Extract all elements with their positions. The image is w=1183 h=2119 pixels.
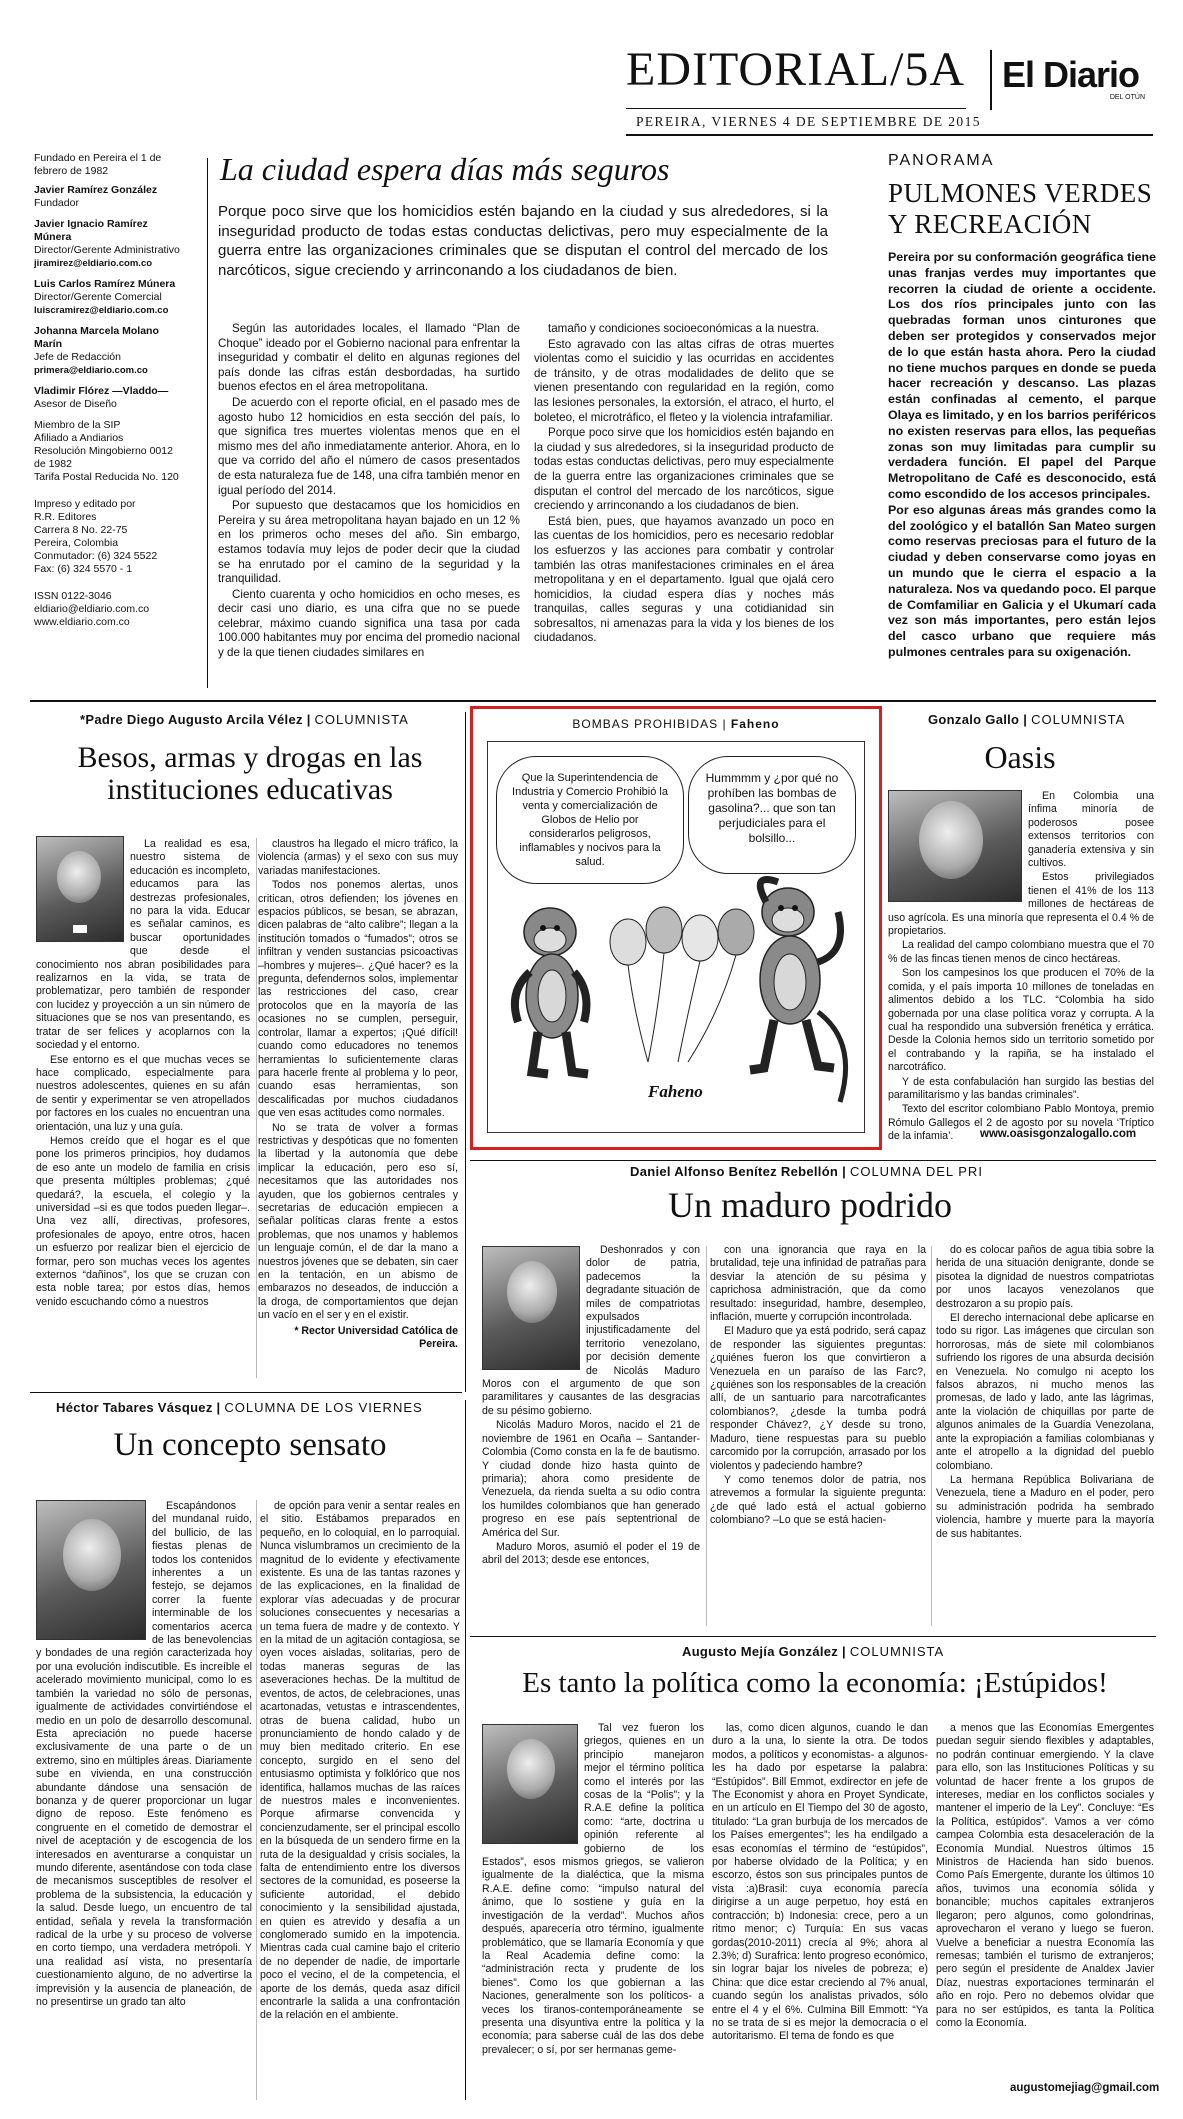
balloons-icon <box>610 907 754 1062</box>
paper-logo: El Diario DEL OTÚN <box>1002 54 1145 101</box>
estupidos-email: augustomejiag@gmail.com <box>1010 2082 1160 2094</box>
editorial-article <box>204 150 842 280</box>
rule <box>30 1392 462 1393</box>
staff-role: Director/Gerente Comercial <box>34 291 162 303</box>
cartoon-header: BOMBAS PROHIBIDAS | Faheno <box>572 717 780 731</box>
besos-column-2 <box>258 838 458 1351</box>
photo-spacer <box>482 1722 584 1846</box>
rule <box>256 838 257 1378</box>
rule <box>706 1246 707 1626</box>
paragraph: El Maduro que ya está podrido, será capaz de responder las siguientes preguntas: ¿quiénes fueron los que convirtieron a Venezuela en un paraíso de las Farc?, ¿quiénes son los responsables de la creación allí, de un santuario para narcotraficantes colombianos?, ¿desde la tumba podrá responder Chávez?, ¿Y desde su trono, Maduro, tiene respuestas para su pueblo carcomido por la corrupción, arrasado por los violentos y padeciendo hambre? <box>710 1325 926 1472</box>
staff-name: Johanna Marcela Molano Marín <box>34 325 159 350</box>
oasis-body <box>888 790 1154 1145</box>
photo-spacer <box>36 1500 152 1644</box>
headline-oasis: Oasis <box>984 739 1056 775</box>
staff-entry <box>34 385 184 411</box>
monkey-right-icon <box>750 880 846 1103</box>
logo-divider <box>990 50 992 110</box>
paragraph: Estos privilegiados tienen el 41% de los 113 millones de hectáreas de uso agrícola. Es una minoría que representa el 0.4 % de propietarios. <box>888 871 1154 938</box>
headline-besos: Besos, armas y drogas en las instituciones educativas <box>77 741 423 807</box>
paragraph: En Colombia una ínfima minoría de poderosos posee extensos territorios con ganadería extensiva y sin cultivos. <box>1028 790 1154 870</box>
paragraph: La hermana República Bolivariana de Venezuela, tiene a Maduro en el poder, pero su administración podrida ha sembrado violencia, hambre y muerte para la mayoría de sus habitantes. <box>936 1473 1154 1540</box>
paragraph: con una ignorancia que raya en la brutalidad, teje una infinidad de patrañas para desviar la atención de su pésima y caprichosa administración, que da como resultado: inseguridad, hambre, desempleo, inflación, muerte y corrupción incontrolada. <box>710 1244 926 1324</box>
rule <box>465 1400 466 2100</box>
concepto-column-2 <box>260 1500 460 2024</box>
paragraph: Y de esta confabulación han surgido las bestias del paramilitarismo y las bandas criminales”. <box>888 1075 1154 1101</box>
paragraph: Texto del escritor colombiano Pablo Montoya, premio Rómulo Gallegos el 2 de agosto por su novela ‘Tríptico de la infamia’. <box>888 1103 1154 1143</box>
concepto-column-1 <box>36 1500 252 2010</box>
paragraph: Tal vez fueron los griegos, quienes en un principio manejaron mejor el término política como el interés por las cosas de la “Polis”; y la R.A.E define la política como: “arte, doctrina u opinión referente al gobierno de los Estados”, esos mismos griegos, se valieron igualmente de la dialéctica, que la misma R.A.E. define como: “impulso natural del ánimo, que lo sostiene y guía en la investigación de la verdad”. Muchos años después, aparecería otro término, igualmente problemático, que se llamaría Economía y que la Real Academia define como: la “administración recta y prudente de los bienes”. Como los que gobiernan a las Naciones, generalmente son los políticos- a veces los tiranos-contemporáneamente se presenta una disyuntiva entre la política y la economía; para saberse cuál de las dos debe prevalecer; o sí, por ser hermanas geme- <box>482 1722 704 2056</box>
staff-entry <box>34 218 184 270</box>
oasis-website: www.oasisgonzalogallo.com <box>980 1128 1137 1140</box>
rule <box>30 700 1156 702</box>
maduro-column-3 <box>936 1244 1154 1542</box>
staff-box <box>34 152 184 629</box>
staff-role: Jefe de Redacción <box>34 351 121 363</box>
rule <box>931 1246 932 1626</box>
issn-text: ISSN 0122-3046 eldiario@eldiario.com.co www.eldiario.com.co <box>34 590 150 628</box>
headline-concepto: Un concepto sensato <box>113 1427 387 1463</box>
panorama-title: PULMONES VERDES Y RECREACIÓN <box>888 178 1153 239</box>
estupidos-column-2 <box>712 1722 928 2045</box>
byline-besos: *Padre Diego Augusto Arcila Vélez | COLUMNISTA <box>80 712 409 727</box>
dateline: PEREIRA, VIERNES 4 DE SEPTIEMBRE DE 2015 <box>636 114 981 129</box>
editorial-title: La ciudad espera días más seguros <box>220 151 670 187</box>
membership-text: Miembro de la SIP Afiliado a Andiarios Resolución Mingobierno 0012 de 1982 Tarifa Postal Reducida No. 120 <box>34 419 179 483</box>
cartoon-signature: Faheno <box>648 1082 703 1101</box>
staff-email: jiramirez@eldiario.com.co <box>34 258 153 269</box>
headline-maduro: Un maduro podrido <box>668 1185 952 1225</box>
estupidos-column-3 <box>936 1722 1154 2031</box>
paragraph: Por eso algunas áreas más grandes como la del zoológico y el batallón San Mateo surgen como reservas preciosas para el futuro de la ciudad y deben conservarse como joyas en un mundo que le cierra el espacio a la naturaleza. Nos va quedando poco. El parque de Comfamiliar en Galicia y el Ukumarí cada vez son más importantes, pero están lejos del casco urbano que requiere más pulmones centrales para su oxigenación. <box>888 502 1156 659</box>
byline-estupidos: Augusto Mejía González | COLUMNISTA <box>682 1644 945 1659</box>
panorama-body <box>884 250 1156 661</box>
rule <box>470 1636 1156 1637</box>
founded-text: Fundado en Pereira el 1 de febrero de 1982 <box>34 152 162 177</box>
photo-spacer <box>482 1244 586 1372</box>
paragraph: Pereira por su conformación geográfica tiene unas franjas verdes muy importantes que recorren la ciudad de oriente a occidente. Los dos ríos principales junto con las quebradas forman unos cinturones que deben ser protegidos y conservados mejor de lo que están hasta ahora. Pero la ciudad no tiene muchos parques en donde se pueda hacer recreación y descanso. Las plazas están confinadas al cemento, el parque Olaya es limitado, y en los barrios periféricos no existen reservas para ellos, las pequeñas zonas son muy limitadas para cumplir su verdadera función. El papel del Parque Metropolitano de Café es desconocido, está como escondido de los accesos principales. <box>888 250 1156 501</box>
paragraph: Por supuesto que destacamos que los homicidios en Pereira y su área metropolitana hayan bajado en un 12 % en los primeros ocho meses del año. Sin embargo, estamos todavía muy lejos de poder decir que la ciudad se ha enrutado por el camino de la seguridad y la tranquilidad. <box>218 499 520 586</box>
staff-list <box>34 184 184 411</box>
cartoon-frame <box>470 706 882 1150</box>
paragraph: claustros ha llegado el micro tráfico, la violencia (armas) y el sexo con sus muy variadas manifestaciones. <box>258 838 458 877</box>
staff-email: luiscramirez@eldiario.com.co <box>34 305 169 316</box>
speech-bubble-left: Que la Superintendencia de Industria y Comercio Prohibió la venta y comercialización de Globos de Helio por considerarlos peligrosos, inflamables y nocivos para la salud. <box>496 756 684 884</box>
paragraph: La realidad es esa, nuestro sistema de educación es incompleto, educamos para las destrezas profesionales, no para la vida. Educar es señalar caminos, es buscar oportunidades que desde el conocimiento nos abran posibilidades para realizarnos en la vida, se trata de problematizar, pero también de responder con lucidez y proyección a un sin número de situaciones que se nos van presentando, es tratar de ser felices y acoplarnos con la sociedad y el entorno. <box>36 838 250 1052</box>
paragraph: las, como dicen algunos, cuando le dan duro a la una, lo siente la otra. De todos modos, a políticos y economistas- a algunos- les ha dado por espetarse la palabra: “Estúpidos”. Bill Emmot, exdirector en jefe de The Economist y ahora en Proyet Syndicate, en un artículo en El Tiempo del 30 de agosto, titulado: “La gran burbuja de los mercados de los Países emergentes”; les ha endilgado a esas economías el término de “estúpidos”, por haberse olvidado de la Política; y en escorzo, éstos son sus principales puntos de vista :a)Brasil: cuya economía parecía dirigirse a un auge perpetuo, hoy está en contracción; b) Indonesia: crece, pero a un ritmo menor; c) Turquía: En sus vacas gordas(2010-2011) crecía al 9%; ahora al 2.3%; d) Surafrica: lento progreso económico, sin lograr bajar los niveles de pobreza; e) China: que dice estar creciendo al 7% anual, cuando según los analistas privados, sólo entre el 4 y el 6%. Culmina Bill Emmott: “Ya no se trata de si es mejor la democracia o el autoritarismo. El tema de fondo es que <box>712 1722 928 2043</box>
rule <box>465 712 466 1392</box>
panorama-kicker: PANORAMA <box>888 152 995 169</box>
paragraph: Deshonrados y con dolor de patria, padecemos la degradante situación de miles de compatriotas expulsados injustificadamente del territorio venezolano, por decisión demente de Nicolás Maduro Moros con el argumento de que son paramilitares y causantes de las desgracias de su pésimo gobierno. <box>482 1244 700 1417</box>
paragraph: Maduro Moros, asumió el poder el 19 de abril del 2013; desde ese entonces, <box>482 1540 700 1567</box>
staff-entry <box>34 278 184 317</box>
paragraph: tamaño y condiciones socioeconómicas a la nuestra. <box>548 322 820 335</box>
byline-oasis: Gonzalo Gallo | COLUMNISTA <box>928 712 1126 727</box>
besos-footer: * Rector Universidad Católica de Pereira. <box>294 1324 458 1351</box>
paragraph: Son los campesinos los que producen el 70% de la comida, y el país importa 10 millones de toneladas en alimentos debido a los TLC. “Colombia ha sido gobernada por una clase política voraz y corrupta. A la cual ha respondido una subversión frenética y errática. Desde la Colonia hemos sido un territorio sometido por el contrabando y la rapiña, se ha instalado el narcotráfico. <box>888 967 1154 1074</box>
editorial-column-2 <box>534 322 834 647</box>
staff-name: Javier Ignacio Ramírez Múnera <box>34 218 148 243</box>
staff-entry <box>34 325 184 377</box>
byline-maduro: Daniel Alfonso Benítez Rebellón | COLUMNA DEL PRI <box>630 1164 983 1179</box>
headline-estupidos: Es tanto la política como la economía: ¡Estúpidos! <box>522 1667 1108 1699</box>
paragraph: Ciento cuarenta y ocho homicidios en ocho meses, es decir casi uno diario, es una cifra que no se puede celebrar, máximo cuando significa una tasa por cada 100.000 habitantes muy por encima del promedio nacional y de la que tienen ciudades similares en <box>218 587 520 660</box>
paragraph: No se trata de volver a formas restrictivas y despóticas que no fomenten la libertad y la autonomía que debe implicar la educación, pero eso sí, necesitamos que las autoridades nos ayuden, que los gobiernos centrales y secretarias de educación empiecen a señalar políticas claras frente a estos problemas, que nos unamos y hablemos un lenguaje común, el de dar la mano a nuestros jóvenes que se debaten, sin caer en la tentación, en un abismo de embarazos no deseados, de inducción a la droga, de comportamientos que dejan un vacío en el ser y en el existir. <box>258 1121 458 1322</box>
staff-role: Fundador <box>34 197 79 209</box>
maduro-column-2 <box>710 1244 926 1529</box>
printing-text: Impreso y editado por R.R. Editores Carrera 8 No. 22-75 Pereira, Colombia Conmutador: (6) 324 5522 Fax: (6) 324 5570 - 1 <box>34 498 158 575</box>
editorial-lead: Porque poco sirve que los homicidios estén bajando en la ciudad y sus alrededores, si la inseguridad producto de todas estas conductas delictivas, pero muy especialmente de la guerra entre las organizaciones criminales que se disputan el control del mercado de los narcóticos, sigue creciendo y arrinconando a los ciudadanos de bien. <box>218 203 828 279</box>
paragraph: Nicolás Maduro Moros, nacido el 21 de noviembre de 1961 en Ocaña – Santander- Colombia (Como consta en la fe de bautismo. Y ciudad donde hizo hasta quinto de primaria); ahora como presidente de Venezuela, da rienda suelta a su odio contra los humildes colombianos que han generado progreso en ese país septentrional de América del Sur. <box>482 1419 700 1539</box>
paragraph: Está bien, pues, que hayamos avanzado un poco en las cuentas de los homicidios, pero es necesario redoblar los esfuerzos y las acciones para combatir y controlar también las otras manifestaciones criminales en el área metropolitana y en el departamento. Igual que ojalá cero homicidios, la ciudad espera días y noches más tranquilas, calles seguras y una cotidianidad sin sobresaltos, ni amenazas para la vida y los bienes de los ciudadanos. <box>534 514 834 645</box>
photo-spacer <box>888 790 1028 906</box>
paragraph: Escapándonos del mundanal ruido, del bullicio, de las fiestas plenas de todos los contenidos inherentes a un festejo, se dejamos correr la fuente interminable de los comentarios acerca de las benevolencias y bondades de una región caracterizada hoy por una evolución indiscutible. Es increíble el acelerado movimiento municipal, como lo es también la variedad no sólo de personas, igualmente de actividades convirtiéndose el medio en un polo de desarrollo descomunal. Esta apreciación no puede hacerse exclusivamente de una parte o de un extremo, sino en múltiples áreas. Diariamente sube en vivienda, en una construcción abundante dándose una sensación de bonanza y de querer proporcionar un lugar digno de reposo. Este fenómeno es congruente en el cometido de demostrar el nivel de aceptación y de escogencia de los interesados en aventurarse a conquistar un mundo diferente, asentándose con toda clase de mecanismos susceptibles de resolver el problema de la subsistencia, la educación y la salud. Desde luego, un encuentro de tal entidad, señala y revela la transformación radical de la urbe y su proceso de volverse en corto tiempo, una verdadera metrópoli. Y una realidad así vista, no presentaría cuestionamiento alguno, de no advertirse la imprevisión y la ausencia de planeación, de no presentirse un grado tan alto <box>36 1500 252 2009</box>
editorial-column-1 <box>218 322 520 662</box>
panorama-box <box>884 152 1156 661</box>
speech-bubble-right: Hummmm y ¿por qué no prohíben las bombas de gasolina?... que son tan perjudiciales para el bolsillo... <box>688 756 856 874</box>
section-title: EDITORIAL/5A <box>626 43 966 96</box>
estupidos-column-1 <box>482 1722 704 2058</box>
paragraph: Hemos creído que el hogar es el que pone los primeros principios, hoy dudamos de eso ante un modelo de familia en crisis que presenta múltiples problemas; ¿qué quedará?, la escuela, el colegio y la universidad –si es que todos pueden llegar–. Una vez allí, directivas, profesores, profesionales de apoyo, entre otros, hacen un esfuerzo por realizar bien el ejercicio de formar, pero son muchas veces los agentes externos “dañinos”, los que se cruzan con esta noble tarea; por estos días, hemos venido escuchando cómo a nuestros <box>36 1134 250 1308</box>
photo-spacer <box>36 838 130 948</box>
paragraph: Porque poco sirve que los homicidios estén bajando en la ciudad y sus alrededores, si la inseguridad producto de todas estas conductas delictivas, pero muy especialmente de la guerra entre las organizaciones criminales que se disputan el control del mercado de los narcóticos, sigue creciendo y arrinconando a los ciudadanos de bien. <box>534 426 834 513</box>
paragraph: do es colocar paños de agua tibia sobre la herida de una situación denigrante, donde se pisotea la dignidad de nuestros compatriotas por unos lacayos venezolanos que destrozaron a su propio país. <box>936 1244 1154 1310</box>
paragraph: Según las autoridades locales, el llamado “Plan de Choque” ideado por el Gobierno nacional para enfrentar la inseguridad y combatir el delito en algunas regiones del país donde las cifras están desbordadas, ha surtido buenos efectos en el área metropolitana. <box>218 322 520 394</box>
paragraph: a menos que las Economías Emergentes puedan seguir siendo flexibles y adaptables, no podrán continuar emergiendo. Y la clave para ello, son las Instituciones Políticas y su voluntad de hacer frente a los grupos de intereses, mediar en los conflictos sociales y mantener el imperio de la Ley”. Concluye: “Es la Política, estúpidos”. Vamos a ver cómo campea Colombia esta desaceleración de la Economía Mundial. Nuestros últimos 15 Ministros de Hacienda han sido buenos. Como País Emergente, durante los últimos 10 años, tuvimos una economía sólida y bonancible; muchos capitales extranjeros llegaron; pero algunos, como golondrinas, aprovecharon el verano y luego se fueron. Vuelve a beneficiar a nuestra Economía las remesas; también el turismo de extranjeros; pero según el presidente de Analdex Javier Díaz, nuestras exportaciones terminarán el año en rojo. Pero no debemos olvidar que para no ser estúpidos, es tanta la Política como la Economía. <box>936 1722 1154 2029</box>
staff-email: primera@eldiario.com.co <box>34 365 148 376</box>
masthead <box>30 30 1153 140</box>
staff-name: Javier Ramírez González <box>34 184 158 196</box>
besos-column-1 <box>36 838 250 1310</box>
staff-entry <box>34 184 184 210</box>
staff-role: Director/Gerente Administrativo <box>34 244 180 256</box>
monkey-left-icon <box>515 908 588 1074</box>
rule <box>626 134 1153 136</box>
byline-concepto: Héctor Tabares Vásquez | COLUMNA DE LOS VIERNES <box>56 1400 423 1415</box>
rule <box>256 1500 257 2100</box>
staff-name: Vladimir Flórez —Vladdo— <box>34 385 169 397</box>
paragraph: El derecho internacional debe aplicarse en todo su rigor. Las imágenes que circulan son horrorosas, más de siete mil colombianos sufriendo los rigores de una absurda decisión en Venezuela. No comulgo ni acepto los falsos abrazos, ni mucho menos las promesas, de lado y lado, ante las lágrimas, ante la violación de chiquillas por parte de algunos animales de la Guardia Venezolana, ante la expropiación a familias colombianas y ante el atropello a la dignidad del pueblo colombiano. <box>936 1312 1154 1472</box>
staff-name: Luis Carlos Ramírez Múnera <box>34 278 176 290</box>
rule <box>207 158 208 688</box>
paragraph: Y como tenemos dolor de patria, nos atrevemos a formular la siguiente pregunta: ¿de qué lado está el actual gobierno colombiano? –Lo que se está hacien- <box>710 1473 926 1527</box>
rule <box>626 108 966 109</box>
paragraph: de opción para venir a sentar reales en el sitio. Estábamos preparados en pequeño, en lo coloquial, en lo parroquial. Nunca vislumbramos un crecimiento de la magnitud de lo evidente y efectivamente existente. Es una de las tantas razones y de las explicaciones, en la finalidad de explorar vías adecuadas y de procurar soluciones consecuentes y necesarias a un tema fuera de madre y de contexto. Y en la mitad de un agitación contagiosa, se oyen voces aisladas, solitarias, pero de todas maneras seguras de las aseveraciones hechas. De la multitud de eventos, de actos, de celebraciones, unas acartonadas, vetustas e intrascendentes, otras de buena calidad, hubo un pronunciamiento de hondo calado y de muy bien meditado criterio. En ese concepto, surgido en el seno del entusiasmo optimista y folklórico que nos identifica, hallamos muchas de las raíces de nuestros males e inconvenientes. Porque afirmarse convencida y concienzudamente, ser el principal escollo en la búsqueda de un sendero firme en la ruta de la desigualdad y crisis sociales, la falta de entendimiento entre los diversos sectores de la comunidad, es poseerse la suficiente autoridad, el debido conocimiento y la sensibilidad ajustada, en quien es atrevido y desafía a un conglomerado sumido en la impotencia. Mientras cada cual camine bajo el criterio de no depender de nadie, de importarle poco el vecino, el de la competencia, el aporte de los demás, queda asaz difícil encontrarle la salida a una confrontación de la relación en el ambiente. <box>260 1500 460 2022</box>
paragraph: Esto agravado con las altas cifras de otras muertes violentas como el suicidio y las ocurridas en accidentes de tránsito, y de otras modalidades de delito que se vienen presentando con regularidad en la región, como las lesiones personales, la extorsión, el atraco, el hurto, el boleteo, el microtráfico, el fleteo y la violencia intrafamiliar. <box>534 337 834 424</box>
paragraph: Todos nos ponemos alertas, unos critican, otros defienden; los jóvenes en espacios públicos, se besan, se abrazan, dicen palabras de “alto calibre”; llegan a la institución tomados o “fumados”; otros se infiltran y venden sustancias psicoactivas –hombres y mujeres–. ¿Qué hacer? es la pregunta, defendernos solos, implementar las restricciones del caso, crear protocolos que en la mayoría de las ocasiones no se cumplen, perseguir, controlar, llamar a expertos; ¡Qué difícil! cuando como educadores no tenemos herramientas lo suficientemente claras para hacerle frente al problema y lo peor, cuando esas herramientas, son descalificadas por muchos ciudadanos que ven esas actitudes como normales. <box>258 879 458 1120</box>
cartoon-panel <box>487 741 865 1133</box>
rule <box>470 1160 1156 1161</box>
staff-role: Asesor de Diseño <box>34 398 117 410</box>
paragraph: De acuerdo con el reporte oficial, en el pasado mes de agosto hubo 12 homicidios en esta sección del país, lo que significa tres muertes violentas menos que en el mismo mes del año inmediatamente anterior. Ahora, en lo que va corrido del año el número de casos presentados de esta naturaleza fue de 148, una cifra también menor en igual período del 2014. <box>218 395 520 497</box>
paragraph: Ese entorno es el que muchas veces se hace complicado, especialmente para nuestros adolescentes, quienes en su afán de sentir y experimentar se ven atropellados por factores en los cuales no encuentran una orientación, una luz y una guía. <box>36 1053 250 1133</box>
maduro-column-1 <box>482 1244 700 1569</box>
paragraph: La realidad del campo colombiano muestra que el 70 % de las fincas tienen menos de cinco hectáreas. <box>888 939 1154 965</box>
